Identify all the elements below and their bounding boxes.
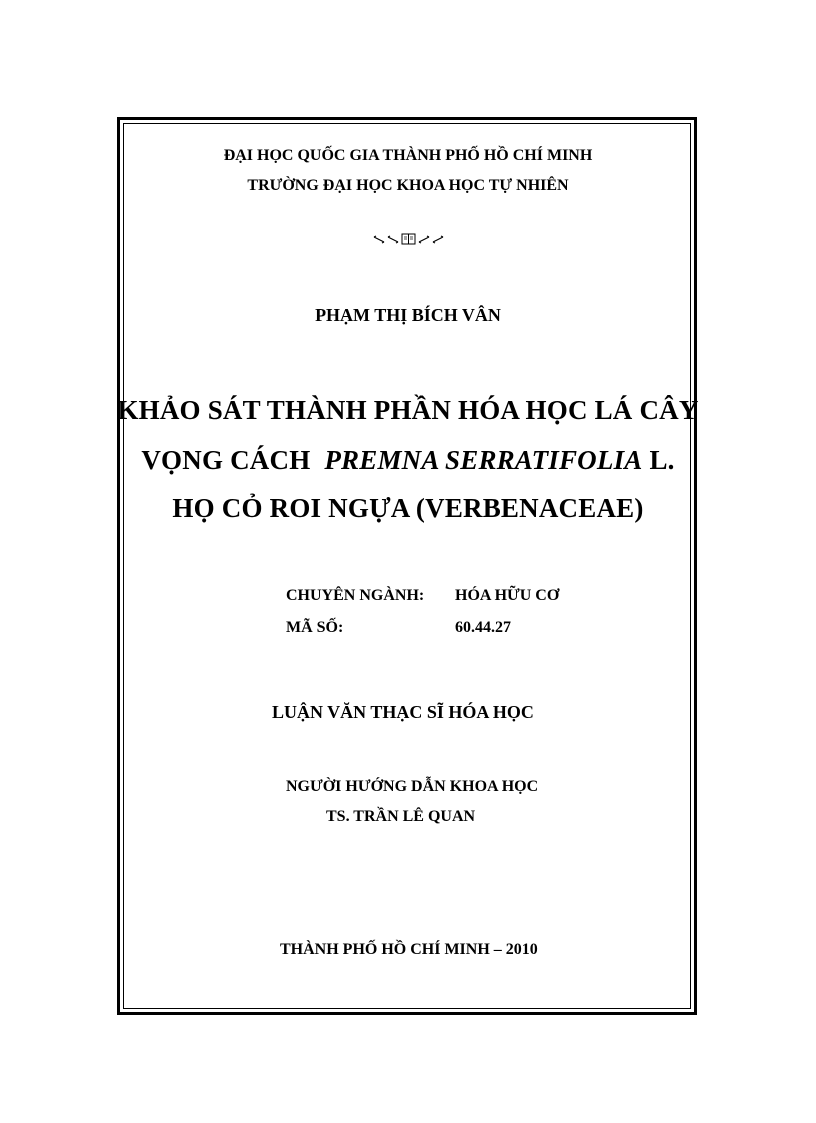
title-species-name: PREMNA SERRATIFOLIA bbox=[324, 445, 643, 475]
place-and-year: THÀNH PHỐ HỒ CHÍ MINH – 2010 bbox=[280, 941, 538, 958]
advisor-label: NGƯỜI HƯỚNG DẪN KHOA HỌC bbox=[286, 778, 539, 795]
major-value: HÓA HỮU CƠ bbox=[455, 587, 560, 604]
pen-right-icon bbox=[431, 235, 444, 244]
page-border-inner bbox=[123, 123, 691, 1009]
code-value: 60.44.27 bbox=[455, 619, 511, 636]
thesis-title-line-1: KHẢO SÁT THÀNH PHẦN HÓA HỌC LÁ CÂY bbox=[117, 395, 699, 425]
title-author-abbrev: L. bbox=[649, 445, 675, 475]
pen-right-icon bbox=[417, 235, 430, 244]
pen-left-icon bbox=[387, 235, 400, 244]
title-common-name: VỌNG CÁCH bbox=[141, 445, 311, 475]
book-icon bbox=[401, 233, 416, 245]
code-label: MÃ SỐ: bbox=[286, 619, 344, 636]
author-name: PHẠM THỊ BÍCH VÂN bbox=[315, 305, 501, 325]
school-name: TRƯỜNG ĐẠI HỌC KHOA HỌC TỰ NHIÊN bbox=[247, 177, 569, 194]
ornament-divider bbox=[0, 232, 816, 246]
thesis-title-line-3: HỌ CỎ ROI NGỰA (VERBENACEAE) bbox=[172, 493, 644, 523]
advisor-name: TS. TRẦN LÊ QUAN bbox=[326, 808, 476, 825]
pen-left-icon bbox=[373, 235, 386, 244]
thesis-title-line-2 bbox=[0, 445, 816, 476]
university-name: ĐẠI HỌC QUỐC GIA THÀNH PHỐ HỒ CHÍ MINH bbox=[223, 147, 593, 164]
degree-type: LUẬN VĂN THẠC SĨ HÓA HỌC bbox=[272, 702, 534, 722]
major-label: CHUYÊN NGÀNH: bbox=[286, 587, 425, 604]
